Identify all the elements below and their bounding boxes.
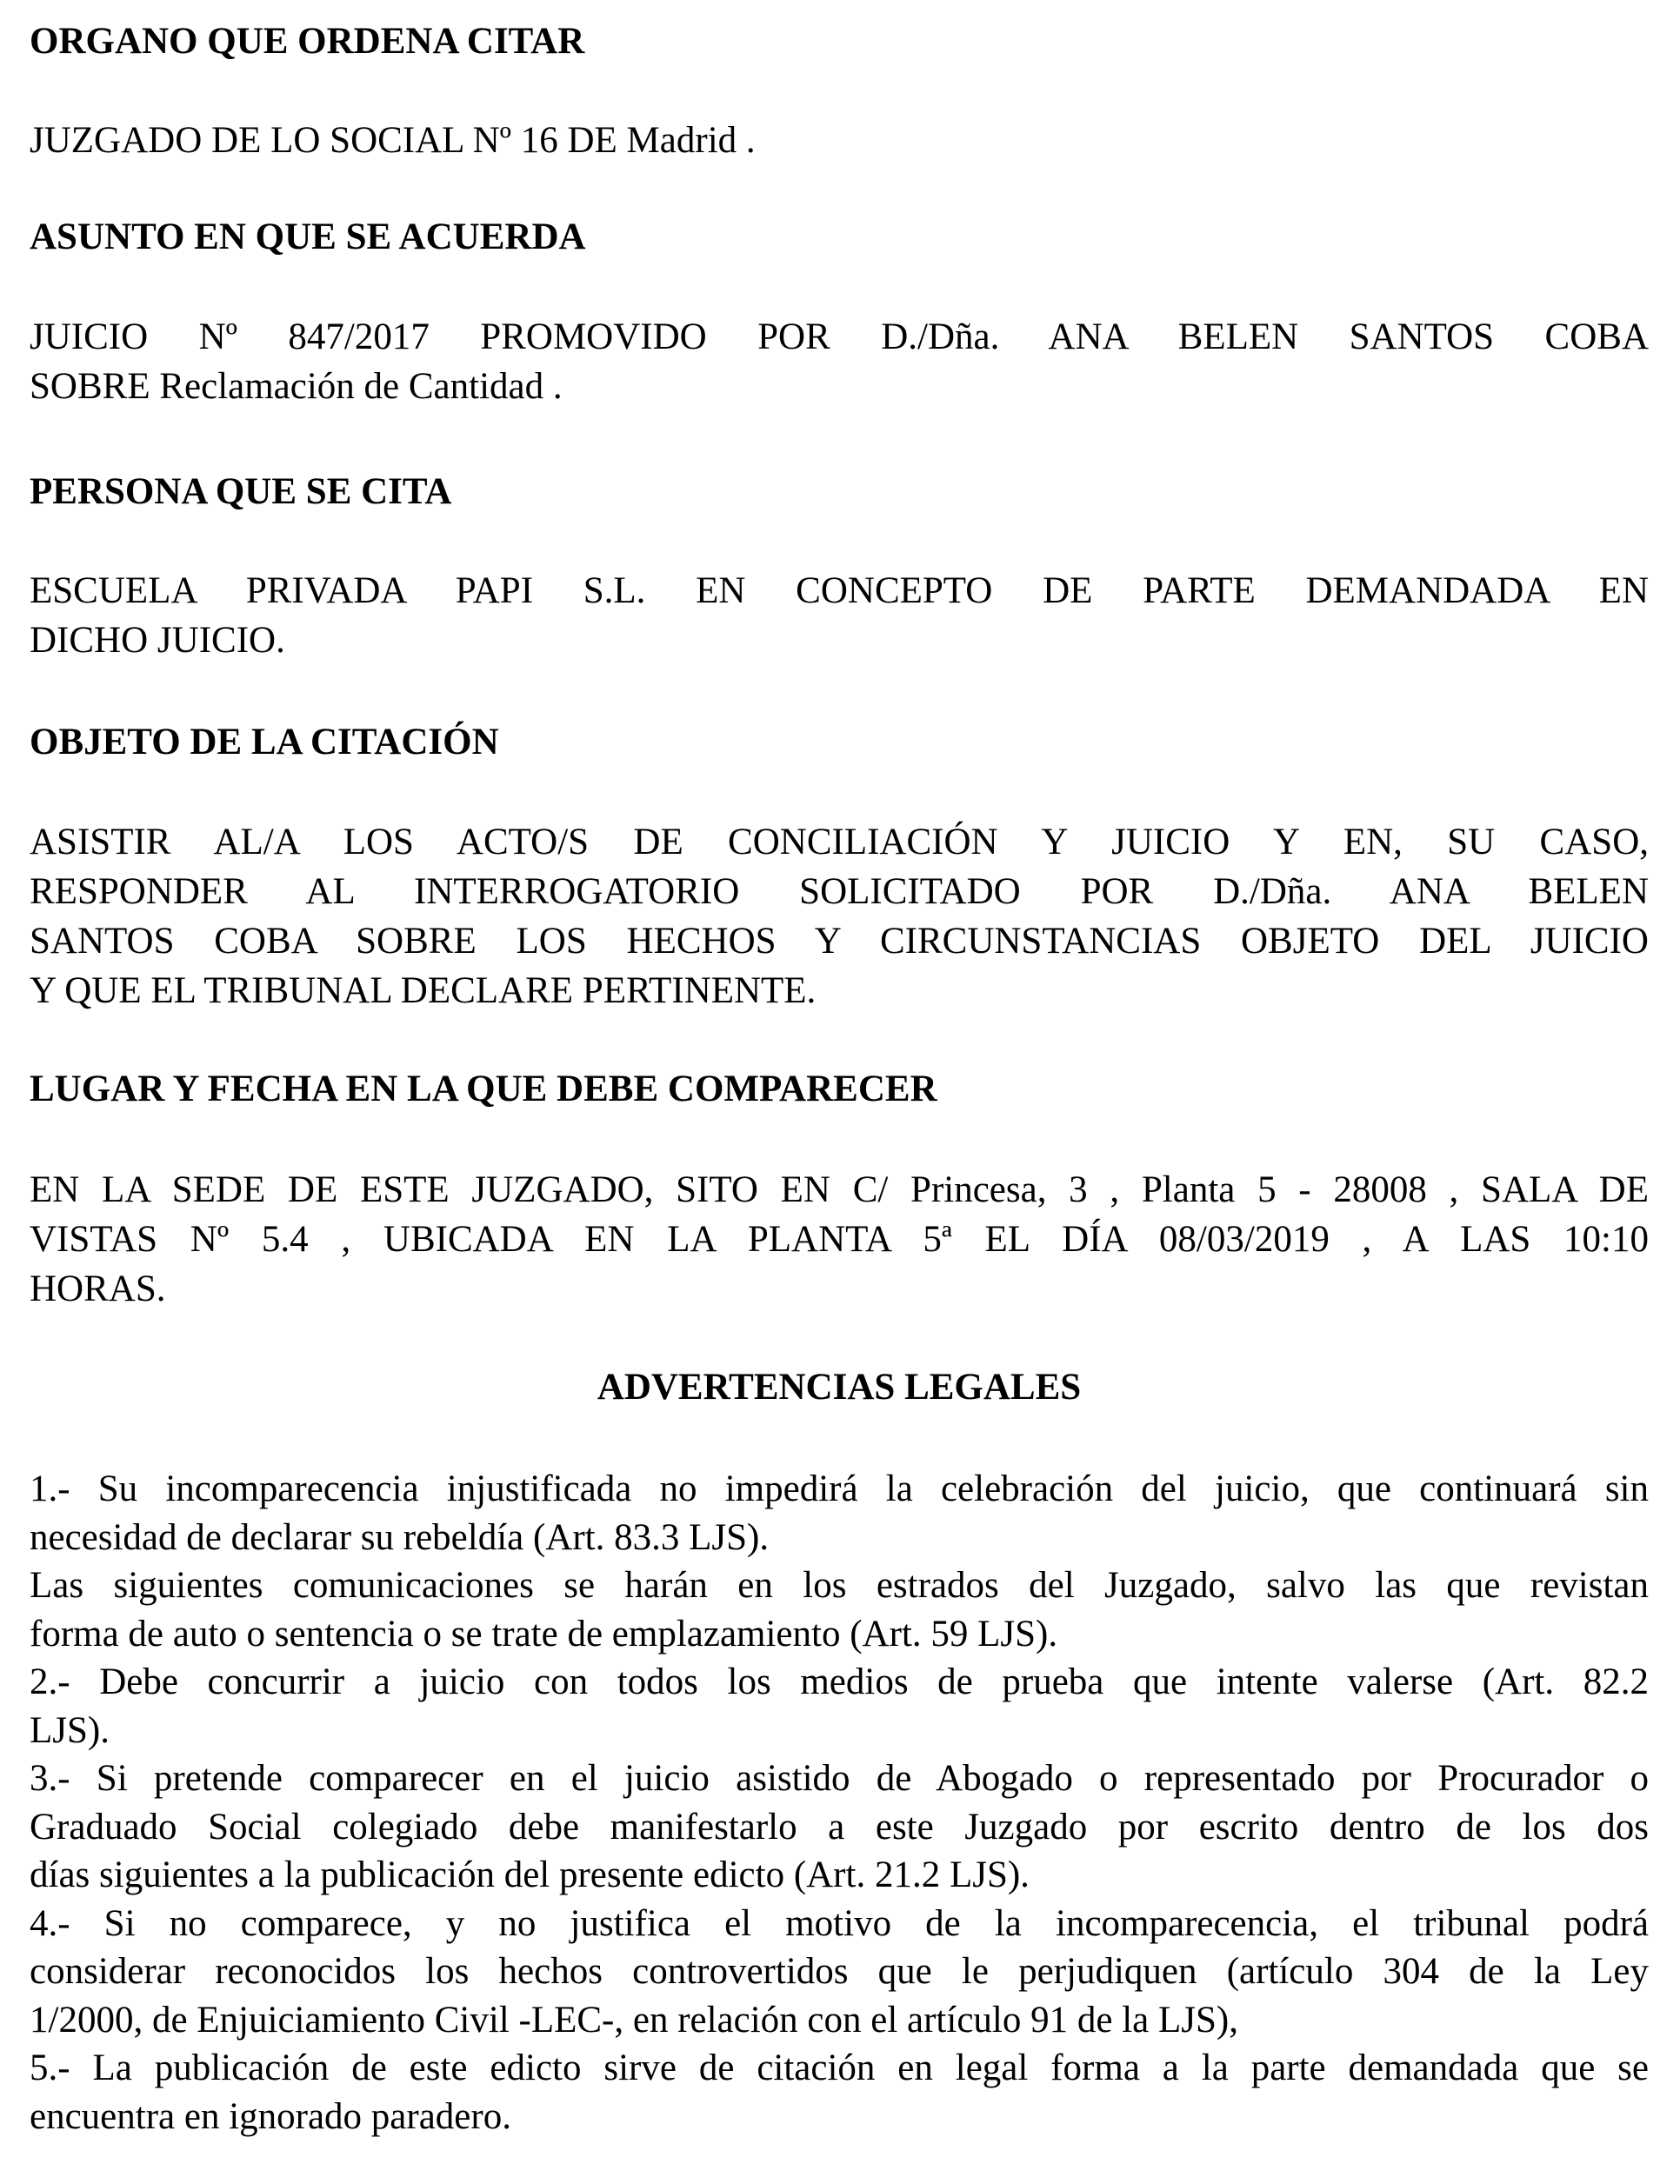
text-line: SOBRE Reclamación de Cantidad .: [30, 366, 563, 407]
text-line: DICHO JUICIO.: [30, 620, 285, 661]
warnings-list: [30, 1465, 1649, 2141]
para-persona: [30, 566, 1649, 665]
warnings-title: ADVERTENCIAS LEGALES: [597, 1367, 1082, 1408]
text-line: HORAS.: [30, 1268, 166, 1309]
warning-line: 3.- Si pretende comparecer en el juicio asistido de Abogado o representado por Procurador o: [30, 1758, 1649, 1799]
warning-line: forma de auto o sentencia o se trate de emplazamiento (Art. 59 LJS).: [30, 1613, 1058, 1655]
warning-line: considerar reconocidos los hechos controvertidos que le perjudiquen (artículo 304 de la Ley: [30, 1951, 1649, 1992]
para-asunto: [30, 312, 1649, 411]
heading-persona: PERSONA QUE SE CITA: [30, 471, 452, 512]
warning-line: LJS).: [30, 1709, 110, 1751]
warning-line: 1/2000, de Enjuiciamiento Civil -LEC-, en relación con el artículo 91 de la LJS),: [30, 1999, 1238, 2041]
heading-asunto: ASUNTO EN QUE SE ACUERDA: [30, 216, 586, 257]
para-objeto: [30, 817, 1649, 1015]
para-lugar: [30, 1165, 1649, 1314]
text-line: EN LA SEDE DE ESTE JUZGADO, SITO EN C/ Princesa, 3 , Planta 5 - 28008 , SALA DE: [30, 1169, 1649, 1210]
heading-organo: ORGANO QUE ORDENA CITAR: [30, 21, 585, 62]
text-line: ESCUELA PRIVADA PAPI S.L. EN CONCEPTO DE PARTE DEMANDADA EN: [30, 570, 1649, 611]
text-line: SANTOS COBA SOBRE LOS HECHOS Y CIRCUNSTANCIAS OBJETO DEL JUICIO: [30, 921, 1649, 962]
warning-line: necesidad de declarar su rebeldía (Art. 83.3 LJS).: [30, 1516, 770, 1558]
heading-objeto: OBJETO DE LA CITACIÓN: [30, 722, 499, 762]
text-line: JUICIO Nº 847/2017 PROMOVIDO POR D./Dña. ANA BELEN SANTOS COBA: [30, 316, 1649, 357]
warning-line: Las siguientes comunicaciones se harán en los estrados del Juzgado, salvo las que revistan: [30, 1565, 1649, 1606]
text-line: ASISTIR AL/A LOS ACTO/S DE CONCILIACIÓN Y JUICIO Y EN, SU CASO,: [30, 822, 1649, 862]
warning-line: días siguientes a la publicación del presente edicto (Art. 21.2 LJS).: [30, 1854, 1030, 1895]
warning-line: 2.- Debe concurrir a juicio con todos los medios de prueba que intente valerse (Art. 82.2: [30, 1661, 1649, 1702]
warning-line: 5.- La publicación de este edicto sirve de citación en legal forma a la parte demandada que se: [30, 2048, 1649, 2088]
text-line: RESPONDER AL INTERROGATORIO SOLICITADO POR D./Dña. ANA BELEN: [30, 871, 1649, 912]
text-line: Y QUE EL TRIBUNAL DECLARE PERTINENTE.: [30, 970, 817, 1011]
warning-line: Graduado Social colegiado debe manifestarlo a este Juzgado por escrito dentro de los dos: [30, 1806, 1649, 1848]
warning-line: encuentra en ignorado paradero.: [30, 2095, 511, 2137]
text-line: JUZGADO DE LO SOCIAL Nº 16 DE Madrid .: [30, 120, 756, 161]
para-organo: [30, 116, 1649, 165]
heading-lugar: LUGAR Y FECHA EN LA QUE DEBE COMPARECER: [30, 1069, 937, 1109]
warning-line: 4.- Si no comparece, y no justifica el motivo de la incomparecencia, el tribunal podrá: [30, 1902, 1649, 1944]
text-line: VISTAS Nº 5.4 , UBICADA EN LA PLANTA 5ª EL DÍA 08/03/2019 , A LAS 10:10: [30, 1219, 1649, 1260]
warning-line: 1.- Su incomparecencia injustificada no impedirá la celebración del juicio, que continuará sin: [30, 1468, 1649, 1509]
